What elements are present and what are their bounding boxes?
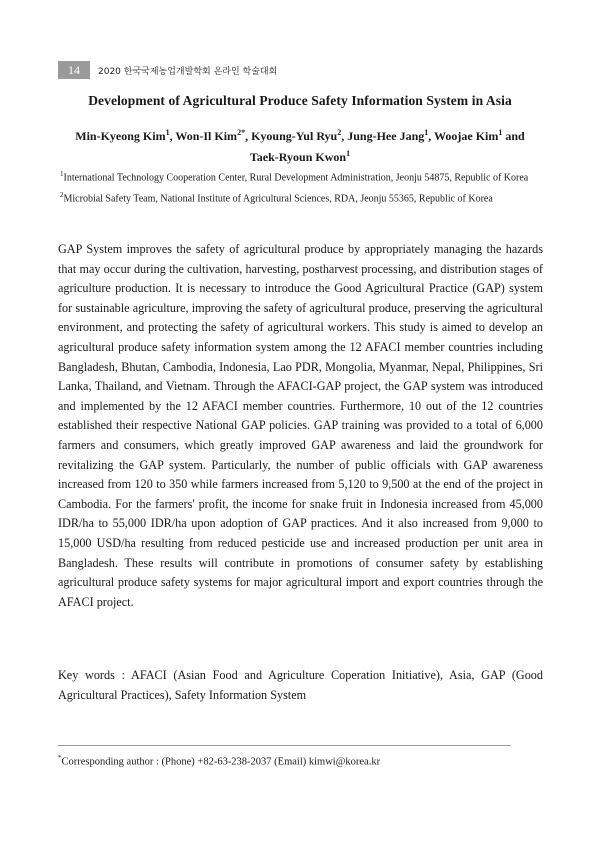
author-affiliation-mark: 2* bbox=[237, 128, 246, 137]
author-separator: , bbox=[169, 129, 176, 143]
author: Woojae Kim bbox=[434, 129, 499, 143]
author-separator: , bbox=[341, 129, 348, 143]
page-number: 14 bbox=[58, 61, 90, 79]
author: Jung-Hee Jang bbox=[347, 129, 425, 143]
author: Min-Kyeong Kim bbox=[75, 129, 166, 143]
author-affiliation-mark: 1 bbox=[424, 128, 429, 137]
author-separator: and bbox=[502, 129, 525, 143]
keywords: Key words : AFACI (Asian Food and Agriculture Coperation Initiative), Asia, GAP (Good Agricultural Practices), Safety Information System bbox=[58, 668, 543, 702]
author-affiliation-mark: 1 bbox=[165, 128, 170, 137]
author: Won-Il Kim bbox=[175, 129, 238, 143]
affiliation-mark: 1 bbox=[60, 170, 64, 178]
paper-title: Development of Agricultural Produce Safety Information System in Asia bbox=[88, 93, 512, 108]
affiliation-text: Microbial Safety Team, National Institute of Agricultural Sciences, RDA, Jeonju 55365, Republic of Korea bbox=[63, 193, 493, 205]
author-affiliation-mark: 1 bbox=[346, 149, 351, 158]
affiliation-mark: 2 bbox=[60, 191, 64, 199]
affiliation-text: International Technology Cooperation Center, Rural Development Administration, Jeonju 54875, Republic of Korea bbox=[63, 172, 529, 184]
page-header bbox=[58, 60, 277, 80]
author-list bbox=[60, 126, 540, 168]
author-affiliation-mark: 2 bbox=[337, 128, 342, 137]
author: Kyoung-Yul Ryu bbox=[251, 129, 338, 143]
footnote-text: Corresponding author : (Phone) +82-63-238-2037 (Email) kimwi@korea.kr bbox=[61, 756, 381, 768]
author: Taek-Ryoun Kwon bbox=[249, 150, 347, 164]
author-affiliation-mark: 1 bbox=[498, 128, 503, 137]
abstract-text: GAP System improves the safety of agricultural produce by appropriately managing the hazards that may occur during the cultivation, harvesting, postharvest processing, and distribution stages of agriculture production. It is necessary to introduce the Good Agricultural Practice (GAP) system for sustainable agriculture, improving the safety of agricultural produce, preserving the agricultural environment, and protecting the safety of agricultural workers. This study is aimed to develop an agricultural produce safety information system among the 12 AFACI member countries including Bangladesh, Bhutan, Cambodia, Indonesia, Lao PDR, Mongolia, Myanmar, Nepal, Philippines, Sri Lanka, Thailand, and Vietnam. Through the AFACI-GAP project, the GAP system was introduced and implemented by the 12 AFACI member countries. Furthermore, 10 out of the 12 countries established their respective National GAP policies. GAP training was provided to a total of 6,000 farmers and consumers, which greatly improved GAP awareness and laid the groundwork for revitalizing the GAP system. Particularly, the number of public officials with GAP awareness increased from 120 to 350 while farmers increased from 5,120 to 9,500 at the end of the project in Cambodia. For the farmers' profit, the income for snake fruit in Indonesia increased from 45,000 IDR/ha to 55,000 IDR/ha upon adoption of GAP practices. And it also increased from 9,000 to 15,000 USD/ha resulting from reduced pesticide use and increased production per unit area in Bangladesh. These results will contribute in promotions of consumer safety by establishing agricultural produce safety systems for major agricultural import and export countries through the AFACI project. bbox=[58, 242, 543, 609]
author-separator: , bbox=[428, 129, 435, 143]
footnote-marker: * bbox=[58, 754, 62, 762]
footnote-divider bbox=[58, 745, 511, 746]
corresponding-author-note bbox=[58, 754, 380, 768]
author-separator: , bbox=[245, 129, 252, 143]
affiliation bbox=[60, 170, 550, 183]
conference-name: 2020 한국국제농업개발학회 온라인 학술대회 bbox=[98, 66, 278, 77]
affiliation bbox=[60, 191, 550, 204]
